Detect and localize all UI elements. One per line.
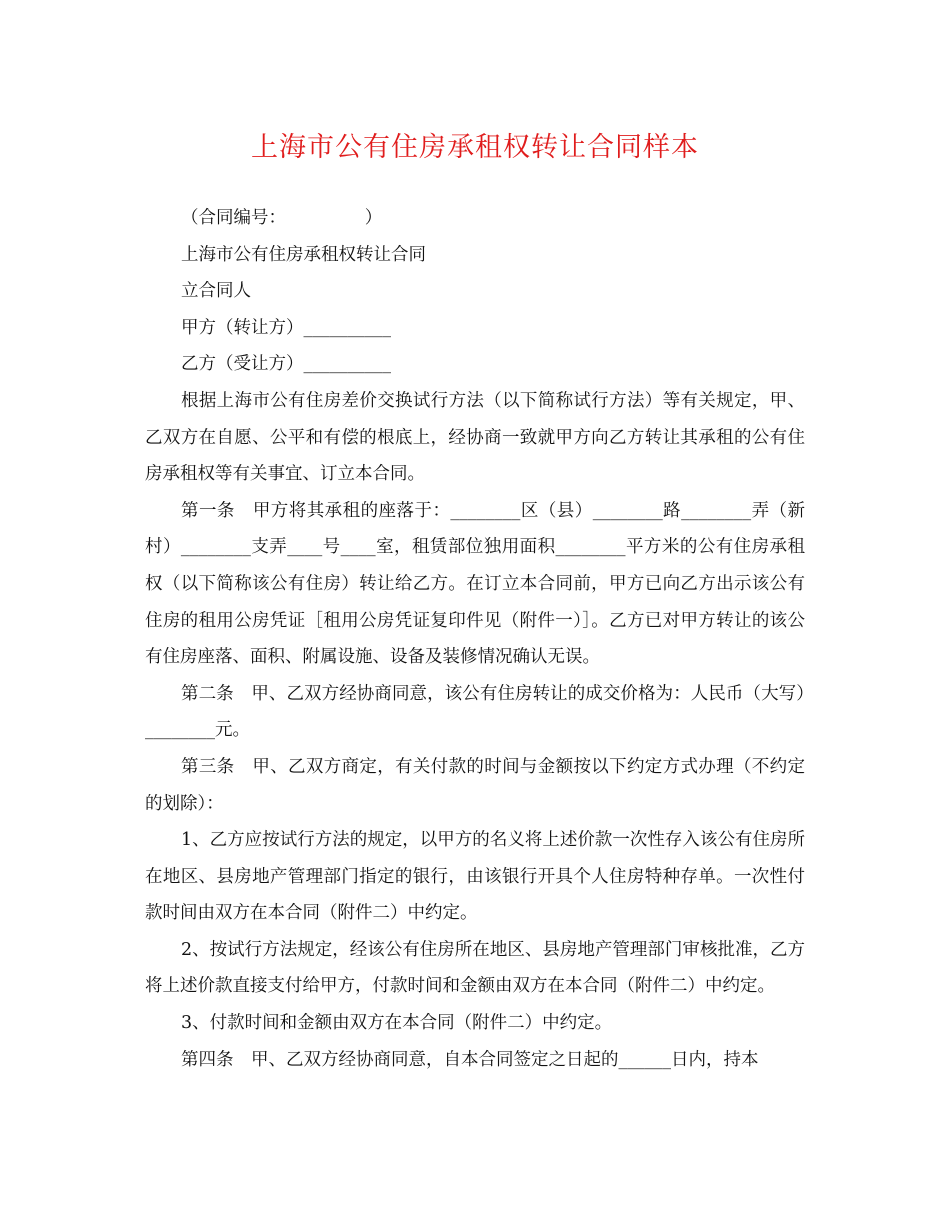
article-4-paragraph: 第四条 甲、乙双方经协商同意，自本合同签定之日起的______日内，持本 [181, 1049, 759, 1070]
party-b-line: 乙方（受让方）__________ [181, 354, 391, 375]
article-3-paragraph: 第三条 甲、乙双方商定，有关付款的时间与金额按以下约定方式办理（不约定的划除）： [145, 756, 805, 814]
parties-heading: 立合同人 [181, 281, 251, 302]
document-title: 上海市公有住房承租权转让合同样本 [251, 132, 699, 163]
article-3-item-2: 2、按试行方法规定，经该公有住房所在地区、县房地产管理部门审核批准，乙方将上述价款直接支付给甲方，付款时间和金额由双方在本合同（附件二）中约定。 [145, 939, 805, 997]
article-3-item-1: 1、乙方应按试行方法的规定，以甲方的名义将上述价款一次性存入该公有住房所在地区、县房地产管理部门指定的银行，由该银行开具个人住房特种存单。一次性付款时间由双方在本合同（附件二）中约定。 [145, 830, 805, 924]
article-3-item-3: 3、付款时间和金额由双方在本合同（附件二）中约定。 [181, 1013, 613, 1034]
contract-name-line: 上海市公有住房承租权转让合同 [181, 244, 426, 265]
preamble-paragraph: 根据上海市公有住房差价交换试行方法（以下简称试行方法）等有关规定，甲、乙双方在自愿、公平和有偿的根底上，经协商一致就甲方向乙方转让其承租的公有住房承租权等有关事宜、订立本合同。 [145, 390, 805, 485]
party-a-line: 甲方（转让方）__________ [181, 317, 391, 338]
article-2-paragraph: 第二条 甲、乙双方经协商同意，该公有住房转让的成交价格为：人民币（大写）________元。 [145, 683, 805, 741]
contract-number-line: （合同编号： ） [181, 208, 383, 228]
document-body [145, 200, 805, 1078]
article-1-paragraph: 第一条 甲方将其承租的座落于：________区（县）________路________弄（新村）________支弄____号____室，租赁部位独用面积________平方米的公有住房承租权（以下简称该公有住房）转让给乙方。在订立本合同前，甲方已向乙方出示该公有住房的租用公房凭证［租用公房凭证复印件见（附件一）］。乙方已对甲方转让的该公有住房座落、面积、附属设施、设备及装修情况确认无误。 [145, 500, 805, 668]
